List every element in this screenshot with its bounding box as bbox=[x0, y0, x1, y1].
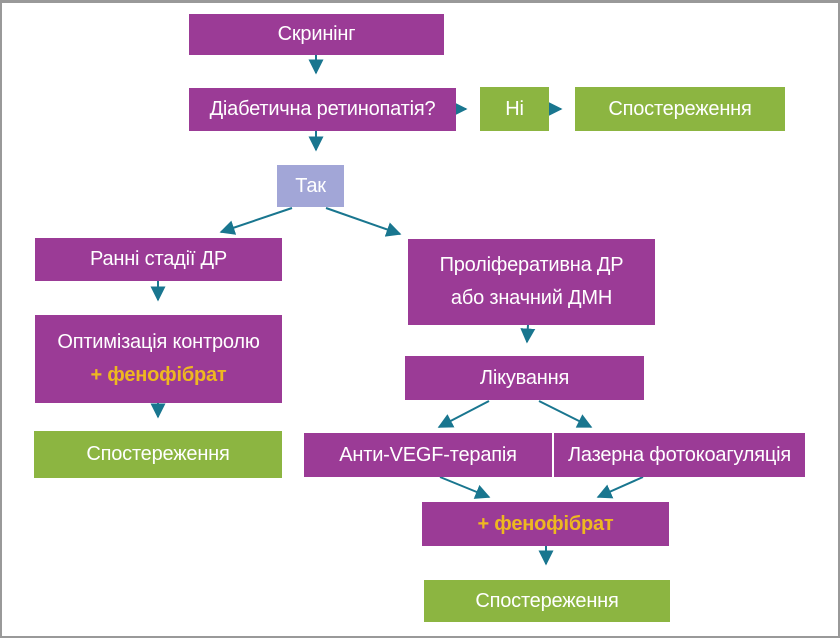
node-observation-bottom bbox=[424, 580, 670, 622]
arrow-yes-to-early-stages bbox=[221, 208, 292, 232]
arrow-treatment-to-antivegf bbox=[439, 401, 489, 427]
arrow-proliferative-to-treatment bbox=[527, 325, 528, 342]
arrow-treatment-to-laser bbox=[539, 401, 591, 427]
arrow-yes-to-proliferative bbox=[326, 208, 400, 234]
node-screening bbox=[189, 14, 444, 55]
node-control-optimization bbox=[35, 315, 282, 403]
node-proliferative-dr bbox=[408, 239, 655, 325]
node-treatment-label: Лікування bbox=[479, 366, 570, 389]
node-fenofibrate-label: + фенофібрат bbox=[477, 512, 614, 535]
node-early-stages-dr bbox=[35, 238, 282, 281]
node-fenofibrate bbox=[422, 502, 669, 546]
node-yes bbox=[277, 165, 344, 207]
node-no bbox=[480, 87, 549, 131]
node-optimization-line1: Оптимізація контролю bbox=[57, 331, 260, 353]
node-observation-left bbox=[34, 431, 282, 478]
node-yes-label: Так bbox=[295, 174, 326, 197]
node-proliferative-line2: або значний ДМН bbox=[450, 287, 613, 309]
node-anti-vegf-label: Анти-VEGF-терапія bbox=[339, 443, 517, 466]
node-treatment bbox=[405, 356, 644, 400]
node-diabetic-retinopathy-question bbox=[189, 88, 456, 131]
node-observation-left-label: Спостереження bbox=[86, 443, 230, 465]
node-anti-vegf-therapy bbox=[304, 433, 552, 477]
arrow-laser-to-fenofibrate bbox=[598, 477, 643, 497]
node-screening-label: Скринінг bbox=[277, 23, 356, 45]
node-laser-photocoagulation bbox=[554, 433, 805, 477]
node-observation-top bbox=[575, 87, 785, 131]
node-optimization-fenofibrate-line: + фенофібрат bbox=[90, 364, 227, 386]
node-no-label: Ні bbox=[505, 97, 524, 120]
node-early-stages-label: Ранні стадії ДР bbox=[89, 248, 228, 270]
node-laser-label: Лазерна фотокоагуляція bbox=[567, 443, 792, 466]
node-observation-top-label: Спостереження bbox=[608, 97, 752, 120]
node-observation-bottom-label: Спостереження bbox=[475, 589, 619, 612]
node-proliferative-line1: Проліферативна ДР bbox=[439, 254, 624, 276]
arrow-antivegf-to-fenofibrate bbox=[440, 477, 489, 497]
node-question-label: Діабетична ретинопатія? bbox=[209, 98, 436, 120]
